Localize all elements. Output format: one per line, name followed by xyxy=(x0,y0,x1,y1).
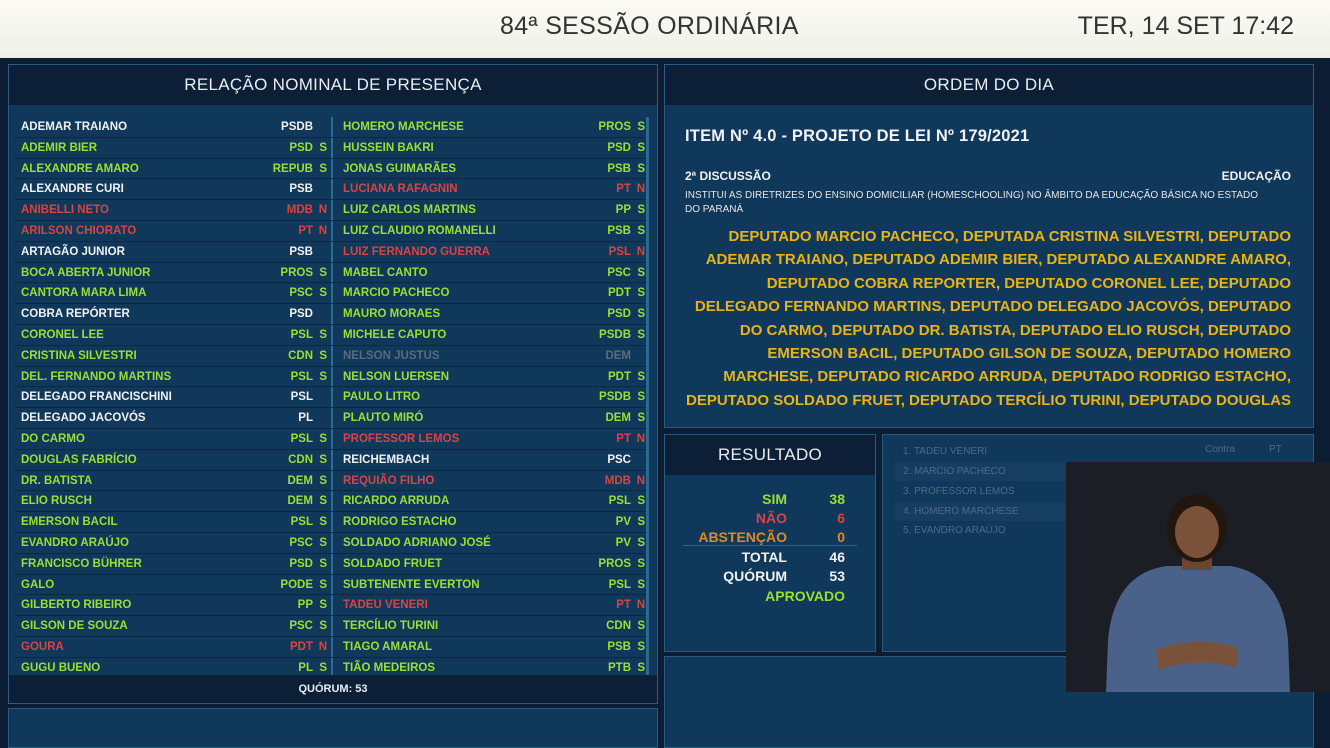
deputy-vote: S xyxy=(319,328,327,341)
deputy-vote: S xyxy=(637,557,645,570)
interpreter-figure-icon xyxy=(1066,462,1330,692)
deputy-row xyxy=(15,367,331,388)
deputy-vote: S xyxy=(637,121,645,133)
deputy-name: DELEGADO FRANCISCHINI xyxy=(21,391,172,404)
deputy-row xyxy=(331,637,649,658)
deputy-name: ELIO RUSCH xyxy=(21,495,92,508)
presence-column-left xyxy=(15,117,331,679)
result-divider xyxy=(683,545,857,546)
deputy-party: PSD xyxy=(607,308,631,321)
deputy-vote: S xyxy=(319,578,327,591)
deputy-name: ANIBELLI NETO xyxy=(21,204,109,217)
deputy-party: PROS xyxy=(598,121,631,133)
deputy-vote: S xyxy=(319,162,327,175)
deputy-party: PSL xyxy=(290,370,313,383)
presence-quorum: QUÓRUM: 53 xyxy=(9,675,657,703)
deputy-vote: S xyxy=(637,536,645,549)
deputy-row xyxy=(331,221,649,242)
deputy-row xyxy=(331,450,649,471)
deputy-vote: S xyxy=(319,453,327,466)
deputy-vote: S xyxy=(637,516,645,529)
deputy-row xyxy=(331,429,649,450)
deputy-row xyxy=(331,491,649,512)
deputy-party: PSB xyxy=(607,640,631,653)
deputy-name: DOUGLAS FABRÍCIO xyxy=(21,453,137,466)
deputy-party: PTB xyxy=(608,661,631,674)
deputy-vote: S xyxy=(637,495,645,508)
deputy-vote: S xyxy=(319,266,327,279)
deputy-party: PSB xyxy=(289,183,313,196)
deputy-row xyxy=(331,471,649,492)
deputy-party: PDT xyxy=(608,287,631,300)
result-quorum-label: QUÓRUM xyxy=(723,568,787,584)
result-sim-label: SIM xyxy=(762,491,787,507)
presence-panel xyxy=(8,64,658,704)
deputy-name: LUIZ FERNANDO GUERRA xyxy=(343,245,490,258)
deputy-vote: S xyxy=(319,287,327,300)
deputy-row xyxy=(331,304,649,325)
result-status-row xyxy=(665,588,845,607)
deputy-party: PSL xyxy=(290,328,313,341)
deputy-party: PSD xyxy=(607,141,631,154)
deputy-row xyxy=(15,179,331,200)
deputy-name: ALEXANDRE CURI xyxy=(21,183,124,196)
agenda-title: ORDEM DO DIA xyxy=(665,65,1313,105)
presence-title: RELAÇÃO NOMINAL DE PRESENÇA xyxy=(9,65,657,105)
deputy-name: HUSSEIN BAKRI xyxy=(343,141,434,154)
deputy-vote: S xyxy=(637,578,645,591)
deputy-party: PSD xyxy=(289,308,313,321)
deputy-vote: S xyxy=(637,141,645,154)
result-abstention-value: 0 xyxy=(837,529,845,545)
deputy-row xyxy=(15,325,331,346)
deputy-name: CANTORA MARA LIMA xyxy=(21,287,147,300)
deputy-row xyxy=(331,387,649,408)
agenda-authors: DEPUTADO MARCIO PACHECO, DEPUTADA CRISTINA SILVESTRI, DEPUTADO ADEMAR TRAIANO, DEPUTADO ADEMIR BIER, DEPUTADO ALEXANDRE AMARO, DEPUTADO COBRA REPORTER, DEPUTADO CORONEL LEE, DEPUTADO DELEGADO FERNANDO MARTINS, DEPUTADO DELEGADO JACOVÓS, DEPUTADO DO CARMO, DEPUTADO DR. BATISTA, DEPUTADO ELIO RUSCH, DEPUTADO EMERSON BACIL, DEPUTADO GILSON DE SOUZA, DEPUTADO HOMERO MARCHESE, DEPUTADO RICARDO ARRUDA, DEPUTADO RODRIGO ESTACHO, DEPUTADO SOLDADO FRUET, DEPUTADO TERCÍLIO TURINI, DEPUTADO DOUGLAS xyxy=(685,228,1291,409)
vote-list-item: 5. EVANDRO ARAÚJO xyxy=(903,525,1006,536)
deputy-name: CORONEL LEE xyxy=(21,328,104,341)
deputy-name: ADEMIR BIER xyxy=(21,141,98,154)
deputy-party: MDB xyxy=(286,204,313,217)
agenda-discussion: 2ª DISCUSSÃO xyxy=(685,169,771,183)
deputy-name: LUCIANA RAFAGNIN xyxy=(343,183,458,196)
deputy-vote: N xyxy=(318,640,327,653)
deputy-vote: S xyxy=(637,308,645,321)
deputy-party: PDT xyxy=(290,640,313,653)
deputy-vote: N xyxy=(636,432,645,445)
deputy-row xyxy=(331,367,649,388)
deputy-vote: S xyxy=(637,391,645,404)
deputy-party: CDN xyxy=(288,349,313,362)
result-quorum-value: 53 xyxy=(829,568,845,584)
deputy-party: CDN xyxy=(288,453,313,466)
deputy-row xyxy=(15,304,331,325)
deputy-name: TADEU VENERI xyxy=(343,599,428,612)
result-nao-row xyxy=(665,510,845,529)
deputy-vote: S xyxy=(319,349,327,362)
vote-meta-vote: Contra xyxy=(1205,444,1236,455)
deputy-party: PROS xyxy=(598,557,631,570)
deputy-name: DELEGADO JACOVÓS xyxy=(21,412,146,425)
sign-language-interpreter-video xyxy=(1066,462,1330,692)
deputy-party: DEM xyxy=(605,349,631,362)
deputy-row xyxy=(331,117,649,138)
deputy-party: PT xyxy=(298,224,313,237)
deputy-row xyxy=(331,575,649,596)
result-total-row xyxy=(665,549,845,568)
vote-meta-party: PT xyxy=(1269,444,1282,455)
deputy-name: NELSON LUERSEN xyxy=(343,370,450,383)
deputy-party: PSC xyxy=(289,536,313,549)
deputy-row xyxy=(331,325,649,346)
deputy-name: SUBTENENTE EVERTON xyxy=(343,578,480,591)
session-header xyxy=(0,0,1330,58)
deputy-party: REPUB xyxy=(272,162,313,175)
deputy-name: RICARDO ARRUDA xyxy=(343,495,450,508)
result-sim-row xyxy=(665,491,845,510)
vote-list-item: 4. HOMERO MARCHESE xyxy=(895,502,1069,521)
deputy-party: PL xyxy=(298,412,313,425)
deputy-party: PSL xyxy=(290,432,313,445)
deputy-name: PROFESSOR LEMOS xyxy=(343,432,460,445)
deputy-name: ARILSON CHIORATO xyxy=(21,224,137,237)
deputy-row xyxy=(331,346,649,367)
result-status: APROVADO xyxy=(765,588,845,604)
deputy-name: TIAGO AMARAL xyxy=(343,640,433,653)
deputy-row xyxy=(331,533,649,554)
deputy-row xyxy=(331,408,649,429)
deputy-row xyxy=(331,512,649,533)
deputy-party: PV xyxy=(615,536,631,549)
session-title: 84ª SESSÃO ORDINÁRIA xyxy=(500,12,799,40)
result-total-value: 46 xyxy=(829,549,845,565)
deputy-party: PSL xyxy=(290,391,313,404)
result-total-label: TOTAL xyxy=(741,549,787,565)
deputy-party: PSL xyxy=(608,245,631,258)
vote-list-item: 2. MARCIO PACHECO xyxy=(895,462,1069,481)
deputy-vote: S xyxy=(319,516,327,529)
deputy-row xyxy=(331,242,649,263)
result-title: RESULTADO xyxy=(665,435,875,475)
deputy-name: MABEL CANTO xyxy=(343,266,428,279)
session-datetime: TER, 14 SET 17:42 xyxy=(1077,12,1294,40)
deputy-party: PSDB xyxy=(281,121,313,133)
deputy-party: DEM xyxy=(287,474,313,487)
deputy-name: LUIZ CLAUDIO ROMANELLI xyxy=(343,224,496,237)
deputy-row xyxy=(331,595,649,616)
deputy-vote: S xyxy=(637,162,645,175)
deputy-name: JONAS GUIMARÃES xyxy=(343,162,457,175)
agenda-panel xyxy=(664,64,1314,428)
bottom-left-panel xyxy=(8,708,658,748)
deputy-name: GILBERTO RIBEIRO xyxy=(21,599,132,612)
deputy-party: PP xyxy=(297,599,313,612)
scrollbar[interactable] xyxy=(646,117,649,677)
deputy-vote: S xyxy=(637,287,645,300)
deputy-vote: S xyxy=(637,640,645,653)
deputy-name: LUIZ CARLOS MARTINS xyxy=(343,204,476,217)
deputy-vote: S xyxy=(319,557,327,570)
deputy-party: PT xyxy=(616,432,631,445)
deputy-name: FRANCISCO BÜHRER xyxy=(21,557,142,570)
deputy-party: PROS xyxy=(280,266,313,279)
deputy-row xyxy=(15,491,331,512)
deputy-row xyxy=(15,221,331,242)
deputy-row xyxy=(15,512,331,533)
deputy-row xyxy=(15,575,331,596)
deputy-vote: S xyxy=(319,370,327,383)
deputy-party: PSB xyxy=(607,224,631,237)
deputy-party: DEM xyxy=(287,495,313,508)
deputy-row xyxy=(15,242,331,263)
deputy-name: MAURO MORAES xyxy=(343,308,441,321)
deputy-row xyxy=(331,200,649,221)
deputy-name: ARTAGÃO JUNIOR xyxy=(21,245,125,258)
deputy-vote: S xyxy=(637,370,645,383)
deputy-party: PL xyxy=(298,661,313,674)
deputy-row xyxy=(331,283,649,304)
deputy-row xyxy=(15,429,331,450)
deputy-party: PSD xyxy=(289,141,313,154)
deputy-party: PSDB xyxy=(599,328,631,341)
agenda-topic: EDUCAÇÃO xyxy=(1221,169,1291,183)
deputy-party: DEM xyxy=(605,412,631,425)
deputy-row xyxy=(331,616,649,637)
deputy-row xyxy=(15,616,331,637)
deputy-row xyxy=(15,533,331,554)
deputy-name: EMERSON BACIL xyxy=(21,516,118,529)
deputy-party: PDT xyxy=(608,370,631,383)
deputy-party: PSB xyxy=(607,162,631,175)
deputy-name: GOURA xyxy=(21,640,64,653)
deputy-row xyxy=(331,159,649,180)
deputy-name: ADEMAR TRAIANO xyxy=(21,121,128,133)
deputy-name: ALEXANDRE AMARO xyxy=(21,162,139,175)
deputy-row xyxy=(15,263,331,284)
deputy-name: CRISTINA SILVESTRI xyxy=(21,349,137,362)
deputy-vote: N xyxy=(318,204,327,217)
deputy-party: MDB xyxy=(604,474,631,487)
deputy-vote: S xyxy=(319,620,327,633)
vote-list-item: 3. PROFESSOR LEMOS xyxy=(903,486,1015,497)
deputy-vote: N xyxy=(636,245,645,258)
deputy-name: HOMERO MARCHESE xyxy=(343,121,464,133)
agenda-item-title: ITEM Nº 4.0 - PROJETO DE LEI Nº 179/2021 xyxy=(685,127,1030,145)
deputy-vote: S xyxy=(319,661,327,674)
deputy-party: PODE xyxy=(280,578,313,591)
deputy-row xyxy=(331,263,649,284)
deputy-row xyxy=(331,138,649,159)
deputy-row xyxy=(15,346,331,367)
deputy-name: DEL. FERNANDO MARTINS xyxy=(21,370,172,383)
deputy-row xyxy=(15,595,331,616)
deputy-name: PLAUTO MIRÓ xyxy=(343,412,424,425)
deputy-vote: N xyxy=(318,224,327,237)
deputy-row xyxy=(15,637,331,658)
deputy-vote: N xyxy=(636,474,645,487)
deputy-name: TERCÍLIO TURINI xyxy=(343,620,439,633)
deputy-party: PSC xyxy=(289,287,313,300)
deputy-row xyxy=(331,179,649,200)
deputy-name: DO CARMO xyxy=(21,432,85,445)
deputy-vote: S xyxy=(319,495,327,508)
deputy-vote: S xyxy=(319,432,327,445)
deputy-name: SOLDADO FRUET xyxy=(343,557,443,570)
deputy-vote: N xyxy=(636,599,645,612)
deputy-vote: S xyxy=(319,474,327,487)
deputy-vote: S xyxy=(637,224,645,237)
result-abstention-label: ABSTENÇÃO xyxy=(698,529,787,545)
deputy-name: EVANDRO ARAÚJO xyxy=(21,536,129,549)
deputy-party: PP xyxy=(615,204,631,217)
deputy-party: PSDB xyxy=(599,391,631,404)
deputy-row xyxy=(15,159,331,180)
deputy-row xyxy=(15,117,331,138)
deputy-name: SOLDADO ADRIANO JOSÉ xyxy=(343,536,491,549)
deputy-party: CDN xyxy=(606,620,631,633)
deputy-party: PSC xyxy=(607,453,631,466)
deputy-name: COBRA REPÓRTER xyxy=(21,308,130,321)
deputy-name: PAULO LITRO xyxy=(343,391,421,404)
deputy-row xyxy=(15,554,331,575)
deputy-name: GILSON DE SOUZA xyxy=(21,620,128,633)
vote-list-item: 1. TADEU VENERI xyxy=(903,446,988,457)
deputy-row xyxy=(15,200,331,221)
deputy-vote: S xyxy=(637,204,645,217)
result-quorum-row xyxy=(665,568,845,587)
deputy-vote: S xyxy=(319,141,327,154)
agenda-ementa: INSTITUI AS DIRETRIZES DO ENSINO DOMICILIAR (HOMESCHOOLING) NO ÂMBITO DA EDUCAÇÃO BÁSICA NO ESTADO DO PARANÁ xyxy=(685,190,1259,215)
deputy-vote: N xyxy=(636,183,645,196)
deputy-party: PSC xyxy=(289,620,313,633)
deputy-name: REQUIÃO FILHO xyxy=(343,474,435,487)
deputy-row xyxy=(15,408,331,429)
deputy-name: GALO xyxy=(21,578,55,591)
deputy-name: NELSON JUSTUS xyxy=(343,349,440,362)
deputy-vote: S xyxy=(319,599,327,612)
deputy-vote: S xyxy=(637,412,645,425)
deputy-row xyxy=(331,554,649,575)
deputy-vote: S xyxy=(637,266,645,279)
deputy-party: PV xyxy=(615,516,631,529)
deputy-vote: S xyxy=(637,661,645,674)
deputy-party: PT xyxy=(616,183,631,196)
deputy-name: TIÃO MEDEIROS xyxy=(343,661,436,674)
deputy-name: MICHELE CAPUTO xyxy=(343,328,447,341)
deputy-party: PSD xyxy=(289,557,313,570)
deputy-party: PSL xyxy=(608,495,631,508)
deputy-name: GUGU BUENO xyxy=(21,661,101,674)
deputy-name: DR. BATISTA xyxy=(21,474,93,487)
deputy-party: PSL xyxy=(608,578,631,591)
result-sim-value: 38 xyxy=(829,491,845,507)
presence-column-right xyxy=(331,117,649,679)
deputy-name: RODRIGO ESTACHO xyxy=(343,516,457,529)
deputy-party: PSB xyxy=(289,245,313,258)
deputy-row xyxy=(15,283,331,304)
deputy-row xyxy=(15,471,331,492)
deputy-row xyxy=(15,387,331,408)
deputy-party: PSC xyxy=(607,266,631,279)
deputy-row xyxy=(15,450,331,471)
deputy-vote: S xyxy=(319,536,327,549)
result-nao-label: NÃO xyxy=(755,510,787,526)
deputy-vote: S xyxy=(637,328,645,341)
deputy-vote: S xyxy=(637,620,645,633)
deputy-name: MARCIO PACHECO xyxy=(343,287,450,300)
deputy-party: PT xyxy=(616,599,631,612)
deputy-name: REICHEMBACH xyxy=(343,453,430,466)
deputy-name: BOCA ABERTA JUNIOR xyxy=(21,266,151,279)
deputy-row xyxy=(15,138,331,159)
result-nao-value: 6 xyxy=(837,510,845,526)
result-panel xyxy=(664,434,876,652)
deputy-party: PSL xyxy=(290,516,313,529)
